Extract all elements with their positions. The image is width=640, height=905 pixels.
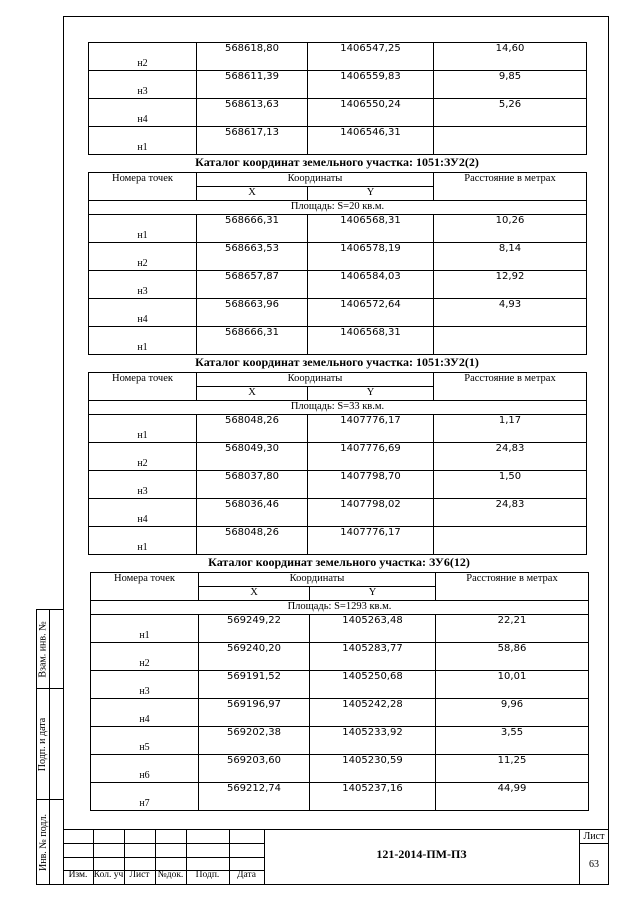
coord-y: 1406578,19 [308, 243, 434, 271]
distance: 22,21 [436, 615, 589, 643]
table-row [89, 415, 587, 443]
table-row [91, 727, 589, 755]
table-row [91, 671, 589, 699]
header-points: Номера точек [89, 373, 197, 401]
coord-y: 1406546,31 [308, 127, 434, 155]
table-row [91, 615, 589, 643]
coord-x: 568037,80 [197, 471, 308, 499]
point-number: н1 [139, 630, 150, 641]
coord-y: 1405233,92 [310, 727, 436, 755]
point-number: н4 [137, 114, 148, 125]
distance: 5,26 [434, 99, 587, 127]
coord-x: 568666,31 [197, 215, 308, 243]
table-section-1 [88, 172, 587, 355]
side-label-inv: Инв. № подл. [37, 813, 49, 871]
stamp-podp: Подп. [195, 870, 220, 880]
point-cell [91, 671, 199, 699]
section-title-1: Каталог координат земельного участка: 1051:ЗУ2(2) [195, 155, 479, 169]
distance: 1,50 [434, 471, 587, 499]
point-number: н3 [137, 486, 148, 497]
point-number: н2 [139, 658, 150, 669]
distance: 11,25 [436, 755, 589, 783]
distance [434, 327, 587, 355]
coord-y: 1406584,03 [308, 271, 434, 299]
point-number: н6 [139, 770, 150, 781]
table-row [91, 643, 589, 671]
point-cell [89, 215, 197, 243]
coord-x: 568663,53 [197, 243, 308, 271]
coord-x: 568618,80 [197, 43, 308, 71]
stamp-izm: Изм. [68, 870, 88, 880]
table-row [89, 527, 587, 555]
coord-x: 568663,96 [197, 299, 308, 327]
point-cell [89, 71, 197, 99]
point-number: н2 [137, 458, 148, 469]
side-label-vzam: Взам. инв. № [37, 620, 49, 678]
coord-x: 569191,52 [199, 671, 310, 699]
table-row [89, 127, 587, 155]
distance: 24,83 [434, 499, 587, 527]
coord-y: 1405242,28 [310, 699, 436, 727]
distance [434, 127, 587, 155]
point-number: н3 [139, 686, 150, 697]
distance: 10,01 [436, 671, 589, 699]
point-cell [89, 415, 197, 443]
point-number: н3 [137, 286, 148, 297]
stamp-ndok: №док. [157, 870, 184, 880]
document-code: 121-2014-ПМ-ПЗ [376, 847, 467, 861]
header-y: Y [310, 587, 436, 601]
distance: 14,60 [434, 43, 587, 71]
distance: 9,85 [434, 71, 587, 99]
table-row [89, 271, 587, 299]
coord-x: 568666,31 [197, 327, 308, 355]
point-number: н7 [139, 798, 150, 809]
header-dist: Расстояние в метрах [434, 373, 587, 401]
coord-y: 1405250,68 [310, 671, 436, 699]
table-row [89, 471, 587, 499]
point-cell [89, 299, 197, 327]
distance: 8,14 [434, 243, 587, 271]
point-cell [91, 699, 199, 727]
table-row [91, 783, 589, 811]
distance: 44,99 [436, 783, 589, 811]
header-y: Y [308, 387, 434, 401]
coord-y: 1406550,24 [308, 99, 434, 127]
coord-y: 1406568,31 [308, 215, 434, 243]
coord-x: 569240,20 [199, 643, 310, 671]
coord-y: 1405230,59 [310, 755, 436, 783]
point-number: н1 [137, 142, 148, 153]
header-x: X [199, 587, 310, 601]
coord-x: 569202,38 [199, 727, 310, 755]
stamp-list: Лист [129, 870, 150, 880]
side-label-podp: Подп. и дата [37, 717, 49, 771]
stamp-kol: Кол. уч [93, 870, 124, 880]
point-cell [89, 271, 197, 299]
coord-y: 1405283,77 [310, 643, 436, 671]
header-x: X [197, 187, 308, 201]
distance: 3,55 [436, 727, 589, 755]
point-cell [89, 443, 197, 471]
point-number: н1 [137, 230, 148, 241]
coord-y: 1406559,83 [308, 71, 434, 99]
header-dist: Расстояние в метрах [436, 573, 589, 601]
point-number: н1 [137, 342, 148, 353]
table-row [89, 499, 587, 527]
table-row [89, 443, 587, 471]
sheet-label: Лист [583, 831, 605, 842]
coord-x: 568613,63 [197, 99, 308, 127]
stamp-data: Дата [237, 870, 256, 880]
table-row [91, 755, 589, 783]
header-coords: Координаты [199, 573, 436, 587]
header-dist: Расстояние в метрах [434, 173, 587, 201]
point-number: н4 [137, 314, 148, 325]
distance: 1,17 [434, 415, 587, 443]
coord-x: 569249,22 [199, 615, 310, 643]
point-cell [91, 727, 199, 755]
table-section-2 [88, 372, 587, 555]
coord-y: 1407798,70 [308, 471, 434, 499]
coord-y: 1406572,64 [308, 299, 434, 327]
table-section-3 [90, 572, 589, 811]
header-points: Номера точек [89, 173, 197, 201]
coord-x: 568049,30 [197, 443, 308, 471]
header-points: Номера точек [91, 573, 199, 601]
point-cell [89, 499, 197, 527]
point-number: н2 [137, 258, 148, 269]
distance: 9,96 [436, 699, 589, 727]
point-cell [89, 527, 197, 555]
section-title-3: Каталог координат земельного участка: ЗУ6(12) [208, 555, 470, 569]
sheet-number: 63 [589, 859, 599, 870]
point-number: н3 [137, 86, 148, 97]
header-y: Y [308, 187, 434, 201]
title-block [63, 829, 609, 885]
coord-x: 569203,60 [199, 755, 310, 783]
table-top [88, 42, 587, 155]
coord-y: 1405237,16 [310, 783, 436, 811]
distance: 24,83 [434, 443, 587, 471]
point-cell [91, 643, 199, 671]
coord-y: 1406547,25 [308, 43, 434, 71]
distance: 4,93 [434, 299, 587, 327]
table-row [89, 299, 587, 327]
point-number: н1 [137, 542, 148, 553]
distance [434, 527, 587, 555]
coord-x: 569196,97 [199, 699, 310, 727]
distance: 10,26 [434, 215, 587, 243]
table-row [89, 99, 587, 127]
coord-y: 1405263,48 [310, 615, 436, 643]
coord-x: 568048,26 [197, 527, 308, 555]
coord-y: 1407776,17 [308, 527, 434, 555]
coord-y: 1407776,17 [308, 415, 434, 443]
table-row [91, 699, 589, 727]
point-cell [89, 99, 197, 127]
header-x: X [197, 387, 308, 401]
point-cell [89, 243, 197, 271]
point-number: н5 [139, 742, 150, 753]
area-label: Площадь: S=1293 кв.м. [91, 601, 589, 615]
distance: 12,92 [434, 271, 587, 299]
distance: 58,86 [436, 643, 589, 671]
header-coords: Координаты [197, 173, 434, 187]
coord-x: 568036,46 [197, 499, 308, 527]
point-number: н1 [137, 430, 148, 441]
table-row [89, 215, 587, 243]
point-cell [89, 127, 197, 155]
point-cell [89, 471, 197, 499]
table-row [89, 243, 587, 271]
area-label: Площадь: S=33 кв.м. [89, 401, 587, 415]
section-title-2: Каталог координат земельного участка: 1051:ЗУ2(1) [195, 355, 479, 369]
coord-x: 568048,26 [197, 415, 308, 443]
point-cell [91, 755, 199, 783]
point-cell [89, 327, 197, 355]
point-number: н4 [139, 714, 150, 725]
coord-y: 1407776,69 [308, 443, 434, 471]
coord-x: 568657,87 [197, 271, 308, 299]
header-coords: Координаты [197, 373, 434, 387]
table-row [89, 71, 587, 99]
coord-y: 1406568,31 [308, 327, 434, 355]
table-row [89, 43, 587, 71]
table-row [89, 327, 587, 355]
point-cell [89, 43, 197, 71]
point-number: н4 [137, 514, 148, 525]
coord-x: 569212,74 [199, 783, 310, 811]
point-cell [91, 783, 199, 811]
point-cell [91, 615, 199, 643]
area-label: Площадь: S=20 кв.м. [89, 201, 587, 215]
coord-x: 568611,39 [197, 71, 308, 99]
point-number: н2 [137, 58, 148, 69]
side-strip [36, 609, 64, 885]
coord-y: 1407798,02 [308, 499, 434, 527]
coord-x: 568617,13 [197, 127, 308, 155]
